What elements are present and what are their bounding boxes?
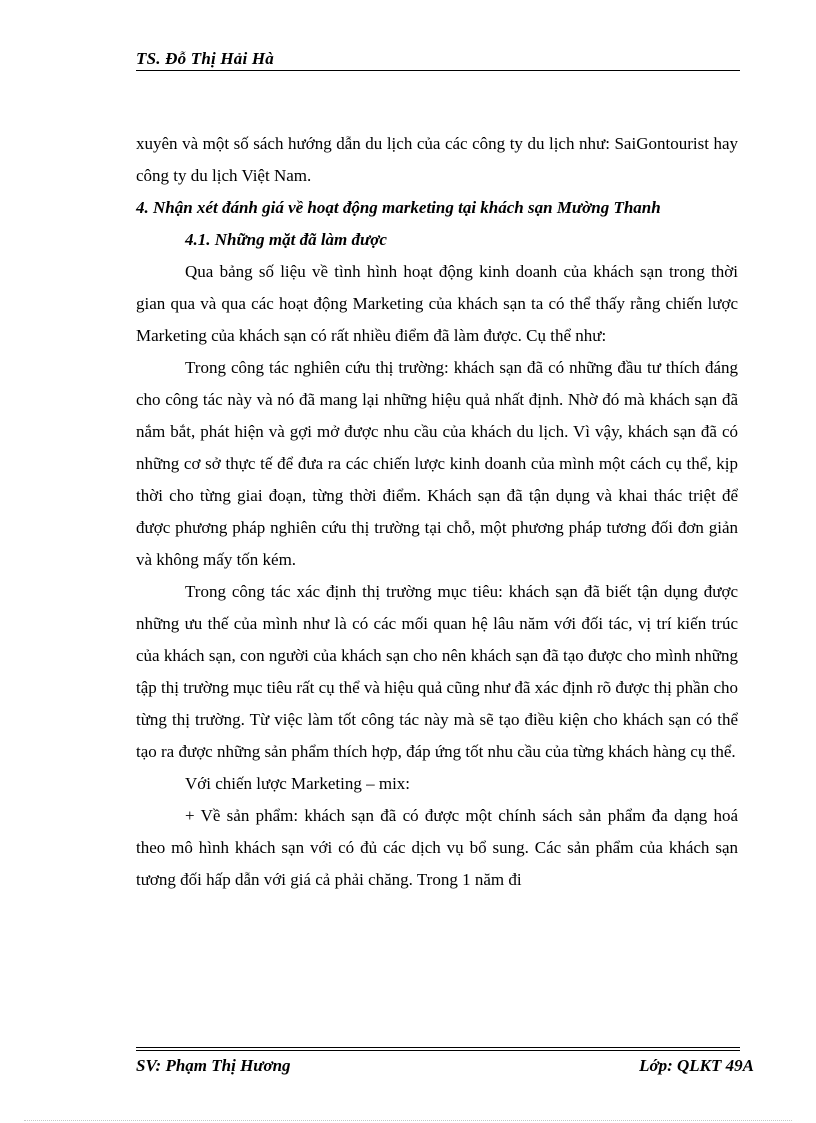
header-author: TS. Đỗ Thị Hải Hà (136, 49, 274, 68)
paragraph: Với chiến lược Marketing – mix: (185, 774, 411, 793)
paragraph: + Về sản phẩm: khách sạn đã có được một chính sách sản phẩm đa dạng hoá theo mô hình khách sạn với có đủ các dịch vụ bổ sung. Các sản phẩm của khách sạn tương đối hấp dẫn với giá cả phải chăng. Trong 1 năm đi (136, 806, 738, 889)
subsection-heading: 4.1. Những mặt đã làm được (185, 230, 387, 249)
paragraph-continuation: xuyên và một số sách hướng dẫn du lịch của các công ty du lịch như: SaiGontourist hay công ty du lịch Việt Nam. (136, 134, 738, 185)
paragraph: Trong công tác xác định thị trường mục tiêu: khách sạn đã biết tận dụng được những ưu thế của mình như là có các mối quan hệ lâu năm với đối tác, vị trí kiến trúc của khách sạn, con người của khách sạn cho nên khách sạn đã tạo được cho mình những tập thị trường mục tiêu rất cụ thể và hiệu quả cũng như đã xác định rõ được thị phần cho từng thị trường. Từ việc làm tốt công tác này mà sẽ tạo điều kiện cho khách sạn có thể tạo ra được những sản phẩm thích hợp, đáp ứng tốt nhu cầu của từng khách hàng cụ thể. (136, 582, 738, 761)
footer-rule-top (136, 1047, 740, 1048)
page-header (136, 48, 740, 71)
footer-class: Lớp: QLKT 49A (639, 1056, 754, 1075)
section-heading: 4. Nhận xét đánh giá về hoạt động marketing tại khách sạn Mường Thanh (136, 198, 661, 217)
paragraph: Trong công tác nghiên cứu thị trường: khách sạn đã có những đầu tư thích đáng cho công tác này và nó đã mang lại những hiệu quả nhất định. Nhờ đó mà khách sạn đã nắm bắt, phát hiện và gợi mở được nhu cầu của khách du lịch. Vì vậy, khách sạn đã có những cơ sở thực tế để đưa ra các chiến lược kinh doanh của mình một cách cụ thể, kịp thời cho từng giai đoạn, từng thời điểm. Khách sạn đã tận dụng và khai thác triệt để được phương pháp nghiên cứu thị trường tại chỗ, một phương pháp tương đối đơn giản và không mấy tốn kém. (136, 358, 738, 569)
page-footer (136, 1054, 754, 1078)
footer-student: SV: Phạm Thị Hương (136, 1056, 291, 1075)
page-body (136, 128, 738, 896)
paragraph: Qua bảng số liệu về tình hình hoạt động kinh doanh của khách sạn trong thời gian qua và qua các hoạt động Marketing của khách sạn ta có thể thấy rằng chiến lược Marketing của khách sạn có rất nhiều điểm đã làm được. Cụ thể như: (136, 262, 738, 345)
page-edge-divider (24, 1120, 792, 1121)
footer-rule-bottom (136, 1050, 740, 1051)
